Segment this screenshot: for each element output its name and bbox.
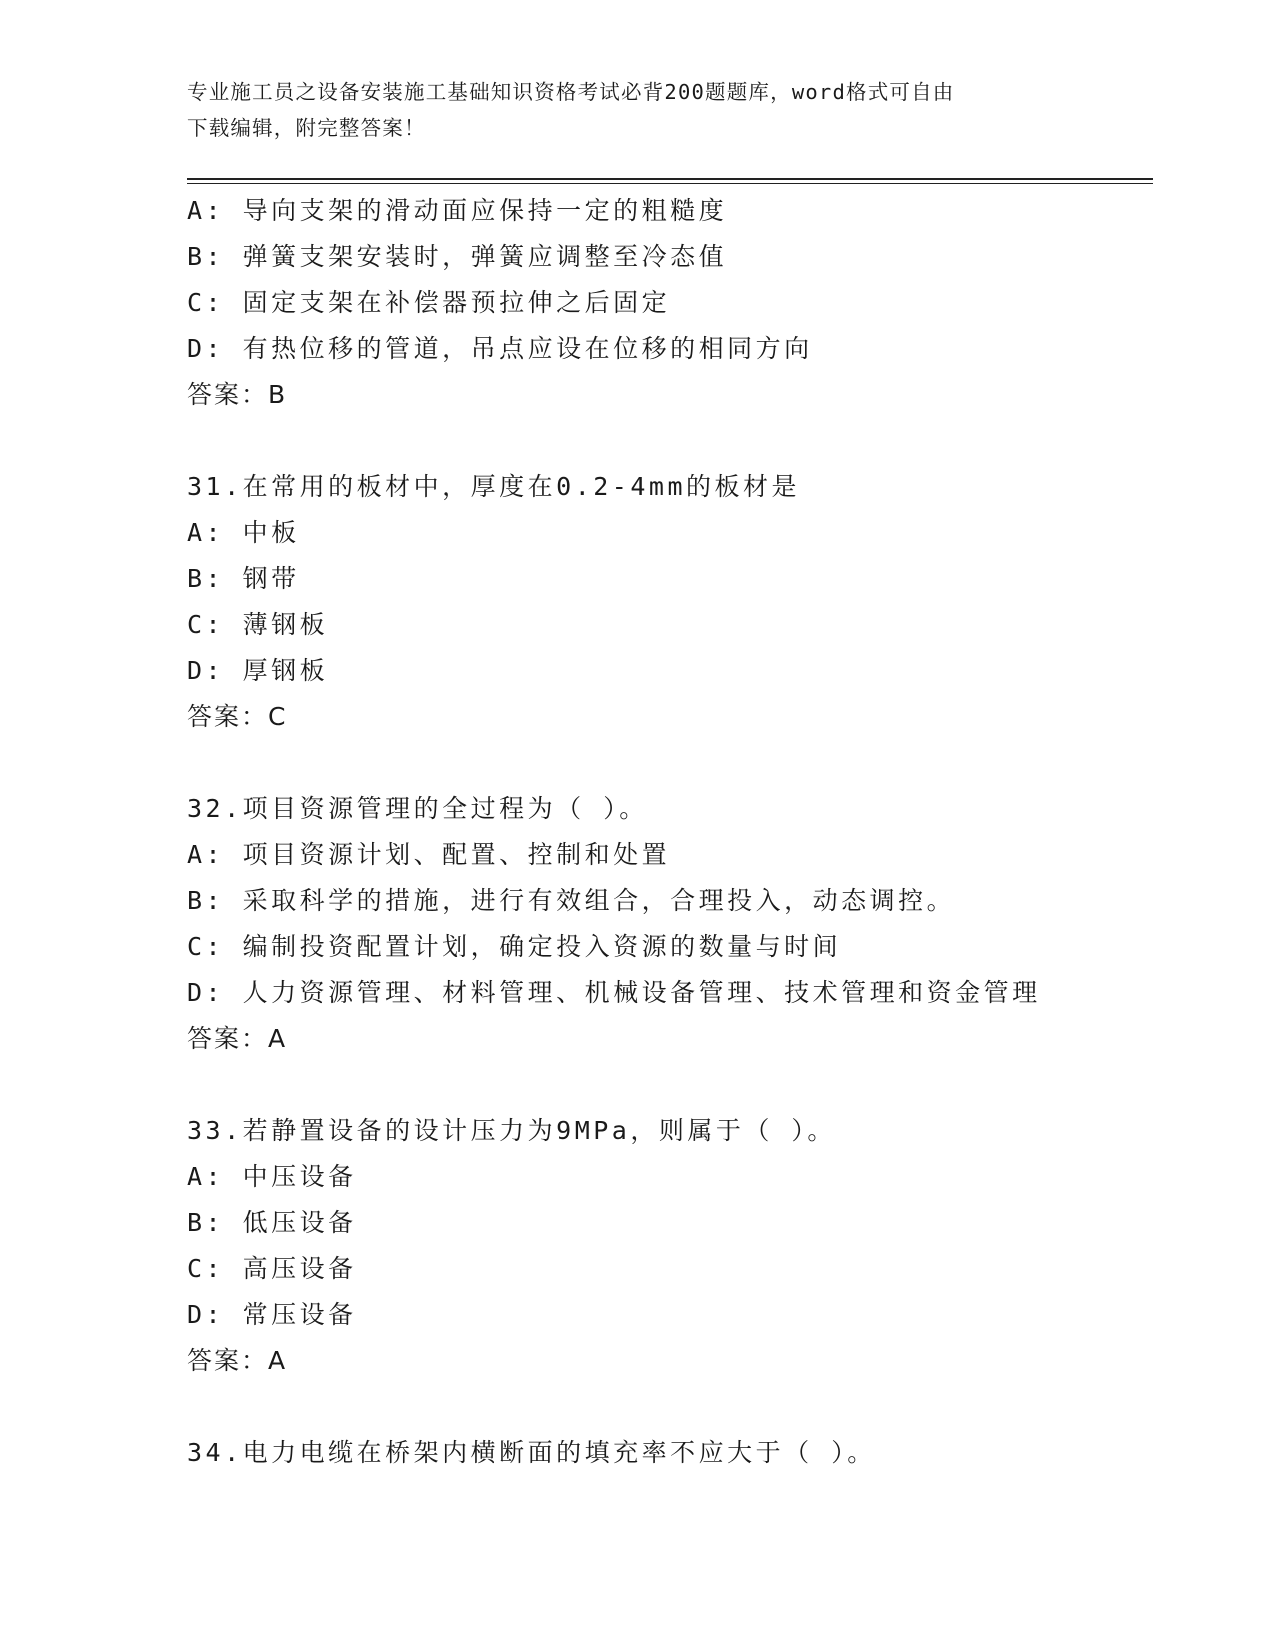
option-a: A: 导向支架的滑动面应保持一定的粗糙度 [187, 196, 728, 225]
option-b: B: 低压设备 [187, 1208, 357, 1237]
question-stem: 34.电力电缆在桥架内横断面的填充率不应大于（ ）。 [187, 1438, 876, 1467]
question-block-34 [187, 1430, 1147, 1476]
question-block-33 [187, 1108, 1147, 1384]
option-d: D: 有热位移的管道，吊点应设在位移的相同方向 [187, 334, 813, 363]
option-b: B: 采取科学的措施，进行有效组合，合理投入，动态调控。 [187, 886, 956, 915]
header-rule-thin [187, 183, 1153, 184]
option-c: C: 薄钢板 [187, 610, 329, 639]
question-block-prev [187, 188, 1147, 418]
answer-line: 答案：A [187, 1346, 288, 1375]
option-b: B: 钢带 [187, 564, 300, 593]
question-stem: 32.项目资源管理的全过程为（ ）。 [187, 794, 648, 823]
spacer [187, 1384, 1147, 1430]
spacer [187, 1062, 1147, 1108]
header-line-2: 下载编辑，附完整答案！ [187, 116, 426, 140]
option-b: B: 弹簧支架安装时，弹簧应调整至冷态值 [187, 242, 728, 271]
option-c: C: 高压设备 [187, 1254, 357, 1283]
spacer [187, 418, 1147, 464]
question-block-31 [187, 464, 1147, 740]
document-header [187, 74, 1067, 146]
answer-line: 答案：C [187, 702, 288, 731]
option-d: D: 厚钢板 [187, 656, 329, 685]
question-list [187, 188, 1147, 1476]
question-stem: 31.在常用的板材中，厚度在0.2-4mm的板材是 [187, 472, 801, 501]
option-d: D: 常压设备 [187, 1300, 357, 1329]
option-a: A: 项目资源计划、配置、控制和处置 [187, 840, 671, 869]
question-block-32 [187, 786, 1147, 1062]
header-line-1: 专业施工员之设备安装施工基础知识资格考试必背200题题库，word格式可自由 [187, 80, 955, 104]
answer-line: 答案：B [187, 380, 288, 409]
option-a: A: 中板 [187, 518, 300, 547]
option-d: D: 人力资源管理、材料管理、机械设备管理、技术管理和资金管理 [187, 978, 1041, 1007]
option-c: C: 编制投资配置计划，确定投入资源的数量与时间 [187, 932, 842, 961]
option-c: C: 固定支架在补偿器预拉伸之后固定 [187, 288, 671, 317]
answer-line: 答案：A [187, 1024, 288, 1053]
question-stem: 33.若静置设备的设计压力为9MPa，则属于（ ）。 [187, 1116, 836, 1145]
header-rule-thick [187, 178, 1153, 180]
spacer [187, 740, 1147, 786]
option-a: A: 中压设备 [187, 1162, 357, 1191]
